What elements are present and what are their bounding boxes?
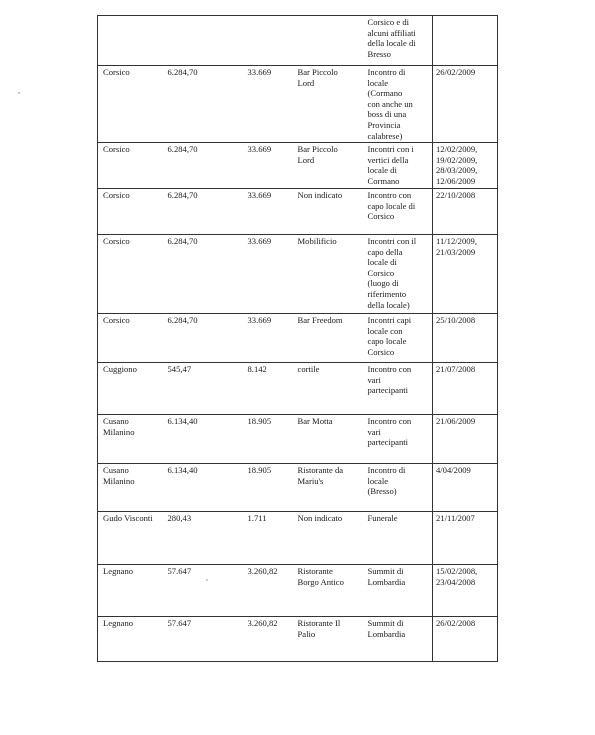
- cell-comune: Corsico: [98, 143, 165, 189]
- cell-valore: 33.669: [245, 189, 295, 235]
- cell-luogo: Mobilificio: [295, 235, 365, 314]
- cell-valore: 3.260,82: [245, 565, 295, 617]
- cell-descrizione: Incontro di locale (Cormano con anche un boss di una Provincia calabrese): [365, 66, 433, 143]
- table-row: [98, 189, 498, 235]
- table-row: [98, 415, 498, 464]
- cell-data: [433, 16, 498, 66]
- cell-data: 26/02/2009: [433, 66, 498, 143]
- cell-data: 21/07/2008: [433, 363, 498, 415]
- cell-valore: 3.260,82: [245, 617, 295, 662]
- cell-descrizione: Summit di Lombardia: [365, 565, 433, 617]
- cell-valore: 33.669: [245, 66, 295, 143]
- cell-luogo: Non indicato: [295, 189, 365, 235]
- cell-data: 22/10/2008: [433, 189, 498, 235]
- cell-popolazione: 6.284,70: [165, 143, 245, 189]
- cell-valore: 18.905: [245, 464, 295, 512]
- scan-speck: [206, 579, 208, 581]
- cell-popolazione: 6.284,70: [165, 314, 245, 363]
- cell-luogo: cortile: [295, 363, 365, 415]
- table-row: [98, 314, 498, 363]
- table-row: [98, 464, 498, 512]
- cell-comune: Corsico: [98, 235, 165, 314]
- table-row: [98, 565, 498, 617]
- cell-luogo: Bar Piccolo Lord: [295, 66, 365, 143]
- cell-descrizione: Corsico e di alcuni affiliati della locale di Bresso: [365, 16, 433, 66]
- cell-popolazione: 6.284,70: [165, 66, 245, 143]
- table-row: [98, 16, 498, 66]
- cell-descrizione: Incontro con vari partecipanti: [365, 363, 433, 415]
- meetings-table: [97, 15, 498, 662]
- cell-popolazione: 6.284,70: [165, 189, 245, 235]
- cell-descrizione: Incontri capi locale con capo locale Corsico: [365, 314, 433, 363]
- cell-luogo: Non indicato: [295, 512, 365, 565]
- table-row: [98, 363, 498, 415]
- cell-data: 21/11/2007: [433, 512, 498, 565]
- cell-descrizione: Incontri con il capo della locale di Corsico (luogo di riferimento della locale): [365, 235, 433, 314]
- scan-speck: [18, 92, 20, 94]
- cell-descrizione: Summit di Lombardia: [365, 617, 433, 662]
- cell-valore: 33.669: [245, 235, 295, 314]
- table-row: [98, 512, 498, 565]
- cell-comune: Legnano: [98, 565, 165, 617]
- cell-popolazione: 57.647: [165, 565, 245, 617]
- cell-data: 15/02/2008, 23/04/2008: [433, 565, 498, 617]
- cell-data: 25/10/2008: [433, 314, 498, 363]
- cell-data: 26/02/2008: [433, 617, 498, 662]
- table-row: [98, 143, 498, 189]
- cell-luogo: Bar Freedom: [295, 314, 365, 363]
- cell-comune: Legnano: [98, 617, 165, 662]
- table-row: [98, 66, 498, 143]
- cell-popolazione: [165, 16, 245, 66]
- cell-descrizione: Incontro di locale (Bresso): [365, 464, 433, 512]
- cell-descrizione: Incontro con vari partecipanti: [365, 415, 433, 464]
- cell-data: 4/04/2009: [433, 464, 498, 512]
- cell-valore: 33.669: [245, 314, 295, 363]
- cell-descrizione: Incontro con capo locale di Corsico: [365, 189, 433, 235]
- cell-popolazione: 6.134,40: [165, 415, 245, 464]
- cell-valore: 33.669: [245, 143, 295, 189]
- table-body: [98, 16, 498, 662]
- cell-comune: Corsico: [98, 66, 165, 143]
- cell-luogo: Bar Piccolo Lord: [295, 143, 365, 189]
- cell-data: 12/02/2009, 19/02/2009, 28/03/2009, 12/06/2009: [433, 143, 498, 189]
- cell-popolazione: 6.284,70: [165, 235, 245, 314]
- cell-comune: Cuggiono: [98, 363, 165, 415]
- cell-data: 11/12/2009, 21/03/2009: [433, 235, 498, 314]
- cell-popolazione: 57.647: [165, 617, 245, 662]
- cell-luogo: Ristorante Borgo Antico: [295, 565, 365, 617]
- cell-luogo: [295, 16, 365, 66]
- cell-valore: 8.142: [245, 363, 295, 415]
- cell-popolazione: 545,47: [165, 363, 245, 415]
- cell-comune: Cusano Milanino: [98, 415, 165, 464]
- table-row: [98, 235, 498, 314]
- cell-luogo: Ristorante da Mariu's: [295, 464, 365, 512]
- cell-valore: 18.905: [245, 415, 295, 464]
- cell-luogo: Bar Motta: [295, 415, 365, 464]
- cell-comune: Cusano Milanino: [98, 464, 165, 512]
- cell-comune: Corsico: [98, 314, 165, 363]
- cell-luogo: Ristorante Il Palio: [295, 617, 365, 662]
- table-row: [98, 617, 498, 662]
- cell-valore: [245, 16, 295, 66]
- cell-popolazione: 280,43: [165, 512, 245, 565]
- cell-comune: Corsico: [98, 189, 165, 235]
- cell-valore: 1.711: [245, 512, 295, 565]
- cell-descrizione: Incontri con i vertici della locale di Cormano: [365, 143, 433, 189]
- cell-comune: Gudo Visconti: [98, 512, 165, 565]
- cell-comune: [98, 16, 165, 66]
- cell-popolazione: 6.134,40: [165, 464, 245, 512]
- cell-descrizione: Funerale: [365, 512, 433, 565]
- cell-data: 21/06/2009: [433, 415, 498, 464]
